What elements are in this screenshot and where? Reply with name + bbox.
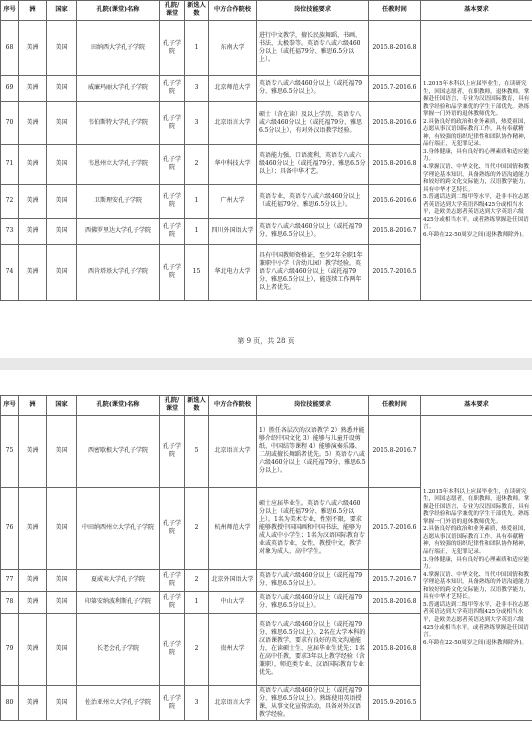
header-requirements: 基本要求 <box>421 1 532 21</box>
row-continent: 美洲 <box>19 487 47 569</box>
row-number: 70 <box>1 101 19 144</box>
row-institute-name: 印第安纳波利斯孔子学院 <box>77 591 160 613</box>
table-header-row <box>1 396 532 416</box>
row-institute-type: 孔子学院 <box>160 144 185 184</box>
header-no: 序号 <box>1 396 19 416</box>
row-partner-school: 北京语言大学 <box>209 101 257 144</box>
row-country: 美国 <box>47 613 77 685</box>
header-country: 国家 <box>47 1 77 21</box>
row-selected-count: 1 <box>185 20 209 75</box>
row-teaching-period: 2015.6-2016.6 <box>369 184 421 218</box>
row-country: 美国 <box>47 144 77 184</box>
row-skill-requirements: 英语专业，英语专八或六级460分以上（或托福79分、雅思6.5分以上）。 <box>257 184 369 218</box>
row-continent: 美洲 <box>19 218 47 244</box>
row-teaching-period: 2015.9-2016.5 <box>369 685 421 720</box>
row-number: 75 <box>1 415 19 487</box>
row-selected-count: 2 <box>185 569 209 591</box>
row-institute-name: 西密歇根大学孔子学院 <box>77 415 160 487</box>
row-institute-name: 佐治亚州立大学孔子学院 <box>77 685 160 720</box>
row-partner-school: 北京师范大学 <box>209 75 257 101</box>
row-number: 71 <box>1 144 19 184</box>
row-country: 美国 <box>47 685 77 720</box>
header-count: 新选人数 <box>185 1 209 21</box>
row-teaching-period: 2015.8-2016.7 <box>369 218 421 244</box>
row-continent: 美洲 <box>19 613 47 685</box>
row-continent: 美洲 <box>19 415 47 487</box>
header-type: 孔院/课堂 <box>160 396 185 416</box>
row-partner-school: 北京外国语大学 <box>209 569 257 591</box>
row-teaching-period: 2015.7-2016.7 <box>369 569 421 591</box>
header-type: 孔院/课堂 <box>160 1 185 21</box>
row-partner-school: 四川外国语大学 <box>209 218 257 244</box>
row-country: 美国 <box>47 101 77 144</box>
table-header-row <box>1 1 532 21</box>
row-partner-school: 北京语言大学 <box>209 415 257 487</box>
row-institute-name: 长老会孔子学院 <box>77 613 160 685</box>
row-institute-type: 孔子学院 <box>160 20 185 75</box>
row-selected-count: 3 <box>185 685 209 720</box>
row-selected-count: 3 <box>185 101 209 144</box>
row-institute-type: 孔子学院 <box>160 415 185 487</box>
table-row <box>1 415 532 487</box>
row-teaching-period: 2015.8-2016.8 <box>369 613 421 685</box>
basic-requirements-cell: 1.2015年本科以上应届毕业生，在读研究生，回国志愿者，在职教师，退休教师。掌握赴任国语言，专业为汉语国际教育，具有教学经验和品学兼优的学生干部优先。熟练掌握一门外语的退休教师优先。 2.具备良好的政治和业务素质，热爱祖国，志愿从事汉语国际教育工作，具有奉献精神，有较强的组织纪律性和团队协作精神，品行端正，无犯罪记录。 3.身体健康，具有良好的心理素质和适应能力。 4.掌握汉语、中华文化、当代中国国情和教学理论基本知识，具备熟练的外语沟通能力和较好的跨文化交际能力，汉语教学能力，具有中华才艺特长。 5.普通话达到二级甲等水平，赴非丰拉志愿者英语达到大学英语四级425分或相当水平，赴欧美志愿者英语达到大学英语六级425分或相当水平。或者熟练掌握赴任国语言。 6.年龄在22-50周岁之间(退休教师除外)。 <box>421 20 532 300</box>
header-partner: 中方合作院校 <box>209 1 257 21</box>
header-skills: 岗位技能要求 <box>257 1 369 21</box>
page-9-table-section <box>0 0 532 345</box>
row-selected-count: 2 <box>185 144 209 184</box>
page-footer: 第 9 页，共 28 页 <box>237 337 295 345</box>
recruitment-table-top <box>0 0 532 301</box>
row-number: 77 <box>1 569 19 591</box>
row-institute-name: 夏威夷大学孔子学院 <box>77 569 160 591</box>
row-institute-name: 西肯塔基大学孔子学院 <box>77 244 160 300</box>
row-country: 美国 <box>47 569 77 591</box>
row-institute-name: 西佛罗里达大学孔子学院 <box>77 218 160 244</box>
row-institute-name: 威廉玛丽大学孔子学院 <box>77 75 160 101</box>
header-country: 国家 <box>47 396 77 416</box>
header-continent: 洲 <box>19 1 47 21</box>
row-institute-type: 孔子学院 <box>160 591 185 613</box>
row-teaching-period: 2015.7-2016.6 <box>369 75 421 101</box>
row-teaching-period: 2015.7-2016.5 <box>369 244 421 300</box>
row-institute-type: 孔子学院 <box>160 101 185 144</box>
row-selected-count: 1 <box>185 184 209 218</box>
row-skill-requirements: 英语专八或六级460分以上（或托福79分、雅思6.5分以上）。 <box>257 218 369 244</box>
row-skill-requirements: 硕士应届毕业生。英语专八或六级460分以上（或托福79分、雅思6.5分以上）。1名为美术专业，性别不限，要求能够教授中国国画和中国书法，能够为成人或中小学生；1名为汉语国际教育专业或英语专业，女性，教授中文，教学对象为成人、高中学生。 <box>257 487 369 569</box>
header-name: 孔院(课堂)名称 <box>77 1 160 21</box>
row-partner-school: 贵州大学 <box>209 613 257 685</box>
row-teaching-period: 2015.8-2016.7 <box>369 415 421 487</box>
row-continent: 美洲 <box>19 101 47 144</box>
recruitment-table-bottom <box>0 395 532 721</box>
row-number: 69 <box>1 75 19 101</box>
header-period: 任教时间 <box>369 1 421 21</box>
row-skill-requirements: 进行中文教学，擅长民族舞蹈、书画、书法、太极拳等。英语专八或六级460分以上（或托福79分、雅思6.5分以上）。 <box>257 20 369 75</box>
row-skill-requirements: 英语专八或六级460分以上（或托福79分、雅思6.5分以上）。 <box>257 569 369 591</box>
page-10-table-section <box>0 395 532 751</box>
row-country: 美国 <box>47 244 77 300</box>
row-selected-count: 15 <box>185 244 209 300</box>
row-selected-count: 1 <box>185 591 209 613</box>
basic-requirements-cell: 1.2015年本科以上应届毕业生，在读研究生，回国志愿者，在职教师，退休教师。掌握赴任国语言，专业为汉语国际教育，具有教学经验和品学兼优的学生干部优先。熟练掌握一门外语的退休教师优先。 2.具备良好的政治和业务素质，热爱祖国，志愿从事汉语国际教育工作，具有奉献精神，有较强的组织纪律性和团队协作精神，品行端正，无犯罪记录。 3.身体健康，具有良好的心理素质和适应能力。 4.掌握汉语、中华文化、当代中国国情和教学理论基本知识，具备熟练的外语沟通能力和较好的跨文化交际能力，汉语教学能力，具有中华才艺特长。 5.普通话达到二级甲等水平，赴非丰拉志愿者英语达到大学英语四级425分或相当水平，赴欧美志愿者英语达到大学英语六级425分或相当水平。或者熟练掌握赴任国语言。 6.年龄在22-50周岁之间(退休教师除外)。 <box>421 415 532 720</box>
row-partner-school: 广州大学 <box>209 184 257 218</box>
header-no: 序号 <box>1 1 19 21</box>
row-selected-count: 2 <box>185 487 209 569</box>
row-selected-count: 5 <box>185 415 209 487</box>
row-number: 68 <box>1 20 19 75</box>
row-institute-type: 孔子学院 <box>160 487 185 569</box>
row-skill-requirements: 英语专八或六级460分以上（或托福79分、雅思6.5分以上）。 <box>257 591 369 613</box>
row-institute-name: 韦伯斯特大学孔子学院 <box>77 101 160 144</box>
row-partner-school: 东南大学 <box>209 20 257 75</box>
header-requirements: 基本要求 <box>421 396 532 416</box>
row-continent: 美洲 <box>19 591 47 613</box>
row-country: 美国 <box>47 184 77 218</box>
row-selected-count: 2 <box>185 613 209 685</box>
row-institute-type: 孔子学院 <box>160 75 185 101</box>
header-count: 新选人数 <box>185 396 209 416</box>
row-institute-type: 孔子学院 <box>160 613 185 685</box>
row-continent: 美洲 <box>19 75 47 101</box>
header-continent: 洲 <box>19 396 47 416</box>
row-skill-requirements: 英语专八或六级460分以上（或托福79分、雅思6.5分以上）。2名在大学本科的汉语课教学，要求有良好的英文沟通能力，在读硕士生、应届毕业生优先；1名在高中任教，要求3年以上教学经验（含兼职），师范类专业、汉语国际教育专业优先。 <box>257 613 369 685</box>
row-country: 美国 <box>47 75 77 101</box>
row-country: 美国 <box>47 487 77 569</box>
row-number: 76 <box>1 487 19 569</box>
row-continent: 美洲 <box>19 569 47 591</box>
row-number: 79 <box>1 613 19 685</box>
row-country: 美国 <box>47 20 77 75</box>
table-row <box>1 20 532 75</box>
row-teaching-period: 2015.7-2016.6 <box>369 487 421 569</box>
row-selected-count: 1 <box>185 218 209 244</box>
row-institute-type: 孔子学院 <box>160 218 185 244</box>
row-country: 美国 <box>47 415 77 487</box>
row-skill-requirements: 英语专八或六级460分以上（或托福79分、雅思6.5分以上）。熟练使用英语授课，从事文化宣传活动，具备对外汉语教学经验。 <box>257 685 369 720</box>
row-number: 73 <box>1 218 19 244</box>
row-institute-type: 孔子学院 <box>160 244 185 300</box>
row-continent: 美洲 <box>19 184 47 218</box>
row-teaching-period: 2015.8-2016.6 <box>369 101 421 144</box>
row-skill-requirements: 英语能力强，口语流利，英语专八或六级460分以上（或托福79分、雅思6.5分以上）；具备中华才艺。 <box>257 144 369 184</box>
row-teaching-period: 2015.8-2016.8 <box>369 144 421 184</box>
header-partner: 中方合作院校 <box>209 396 257 416</box>
row-partner-school: 华北电力大学 <box>209 244 257 300</box>
row-institute-name: 中田纳西州立大学孔子学院 <box>77 487 160 569</box>
row-continent: 美洲 <box>19 144 47 184</box>
row-partner-school: 杭州师范大学 <box>209 487 257 569</box>
row-skill-requirements: 具有中国教师资格证，至少2年全职1年兼职中小学（含幼儿园）教学经验，英语专八或六级460分以上（或托福79分、雅思6.5分以上），能连续工作两年以上者优先。 <box>257 244 369 300</box>
row-continent: 美洲 <box>19 20 47 75</box>
row-continent: 美洲 <box>19 244 47 300</box>
row-continent: 美洲 <box>19 685 47 720</box>
row-country: 美国 <box>47 591 77 613</box>
row-number: 78 <box>1 591 19 613</box>
row-partner-school: 北京语言大学 <box>209 685 257 720</box>
row-teaching-period: 2015.8-2016.8 <box>369 20 421 75</box>
page-separator <box>0 358 532 370</box>
header-skills: 岗位技能要求 <box>257 396 369 416</box>
row-institute-type: 孔子学院 <box>160 685 185 720</box>
row-teaching-period: 2015.8-2016.8 <box>369 591 421 613</box>
row-skill-requirements: 英语专八或六级460分以上（或托福79分、雅思6.5分以上）。 <box>257 75 369 101</box>
row-number: 72 <box>1 184 19 218</box>
row-skill-requirements: 硕士（含在读）及以上学历，英语专八或六级460分以上（或托福79分、雅思6.5分以上），有对外汉语教学经验。 <box>257 101 369 144</box>
row-institute-name: 韦恩州立大学孔子学院 <box>77 144 160 184</box>
row-selected-count: 3 <box>185 75 209 101</box>
row-partner-school: 中山大学 <box>209 591 257 613</box>
row-partner-school: 华中科技大学 <box>209 144 257 184</box>
row-institute-name: 田纳西大学孔子学院 <box>77 20 160 75</box>
row-number: 74 <box>1 244 19 300</box>
row-skill-requirements: 1）胜任各层次的汉语教学 2）熟悉并能够介绍中国文化 3）能够与儿童开设剪纸、中国结等课程 4）能够演奏乐器、二胡或擅长舞蹈者优先。5）英语专八或六级460分以上（或托福79分、雅思6.5分以上）。 <box>257 415 369 487</box>
row-institute-name: 卫斯理安孔子学院 <box>77 184 160 218</box>
header-name: 孔院(课堂)名称 <box>77 396 160 416</box>
row-country: 美国 <box>47 218 77 244</box>
row-number: 80 <box>1 685 19 720</box>
header-period: 任教时间 <box>369 396 421 416</box>
row-institute-type: 孔子学院 <box>160 569 185 591</box>
row-institute-type: 孔子学院 <box>160 184 185 218</box>
